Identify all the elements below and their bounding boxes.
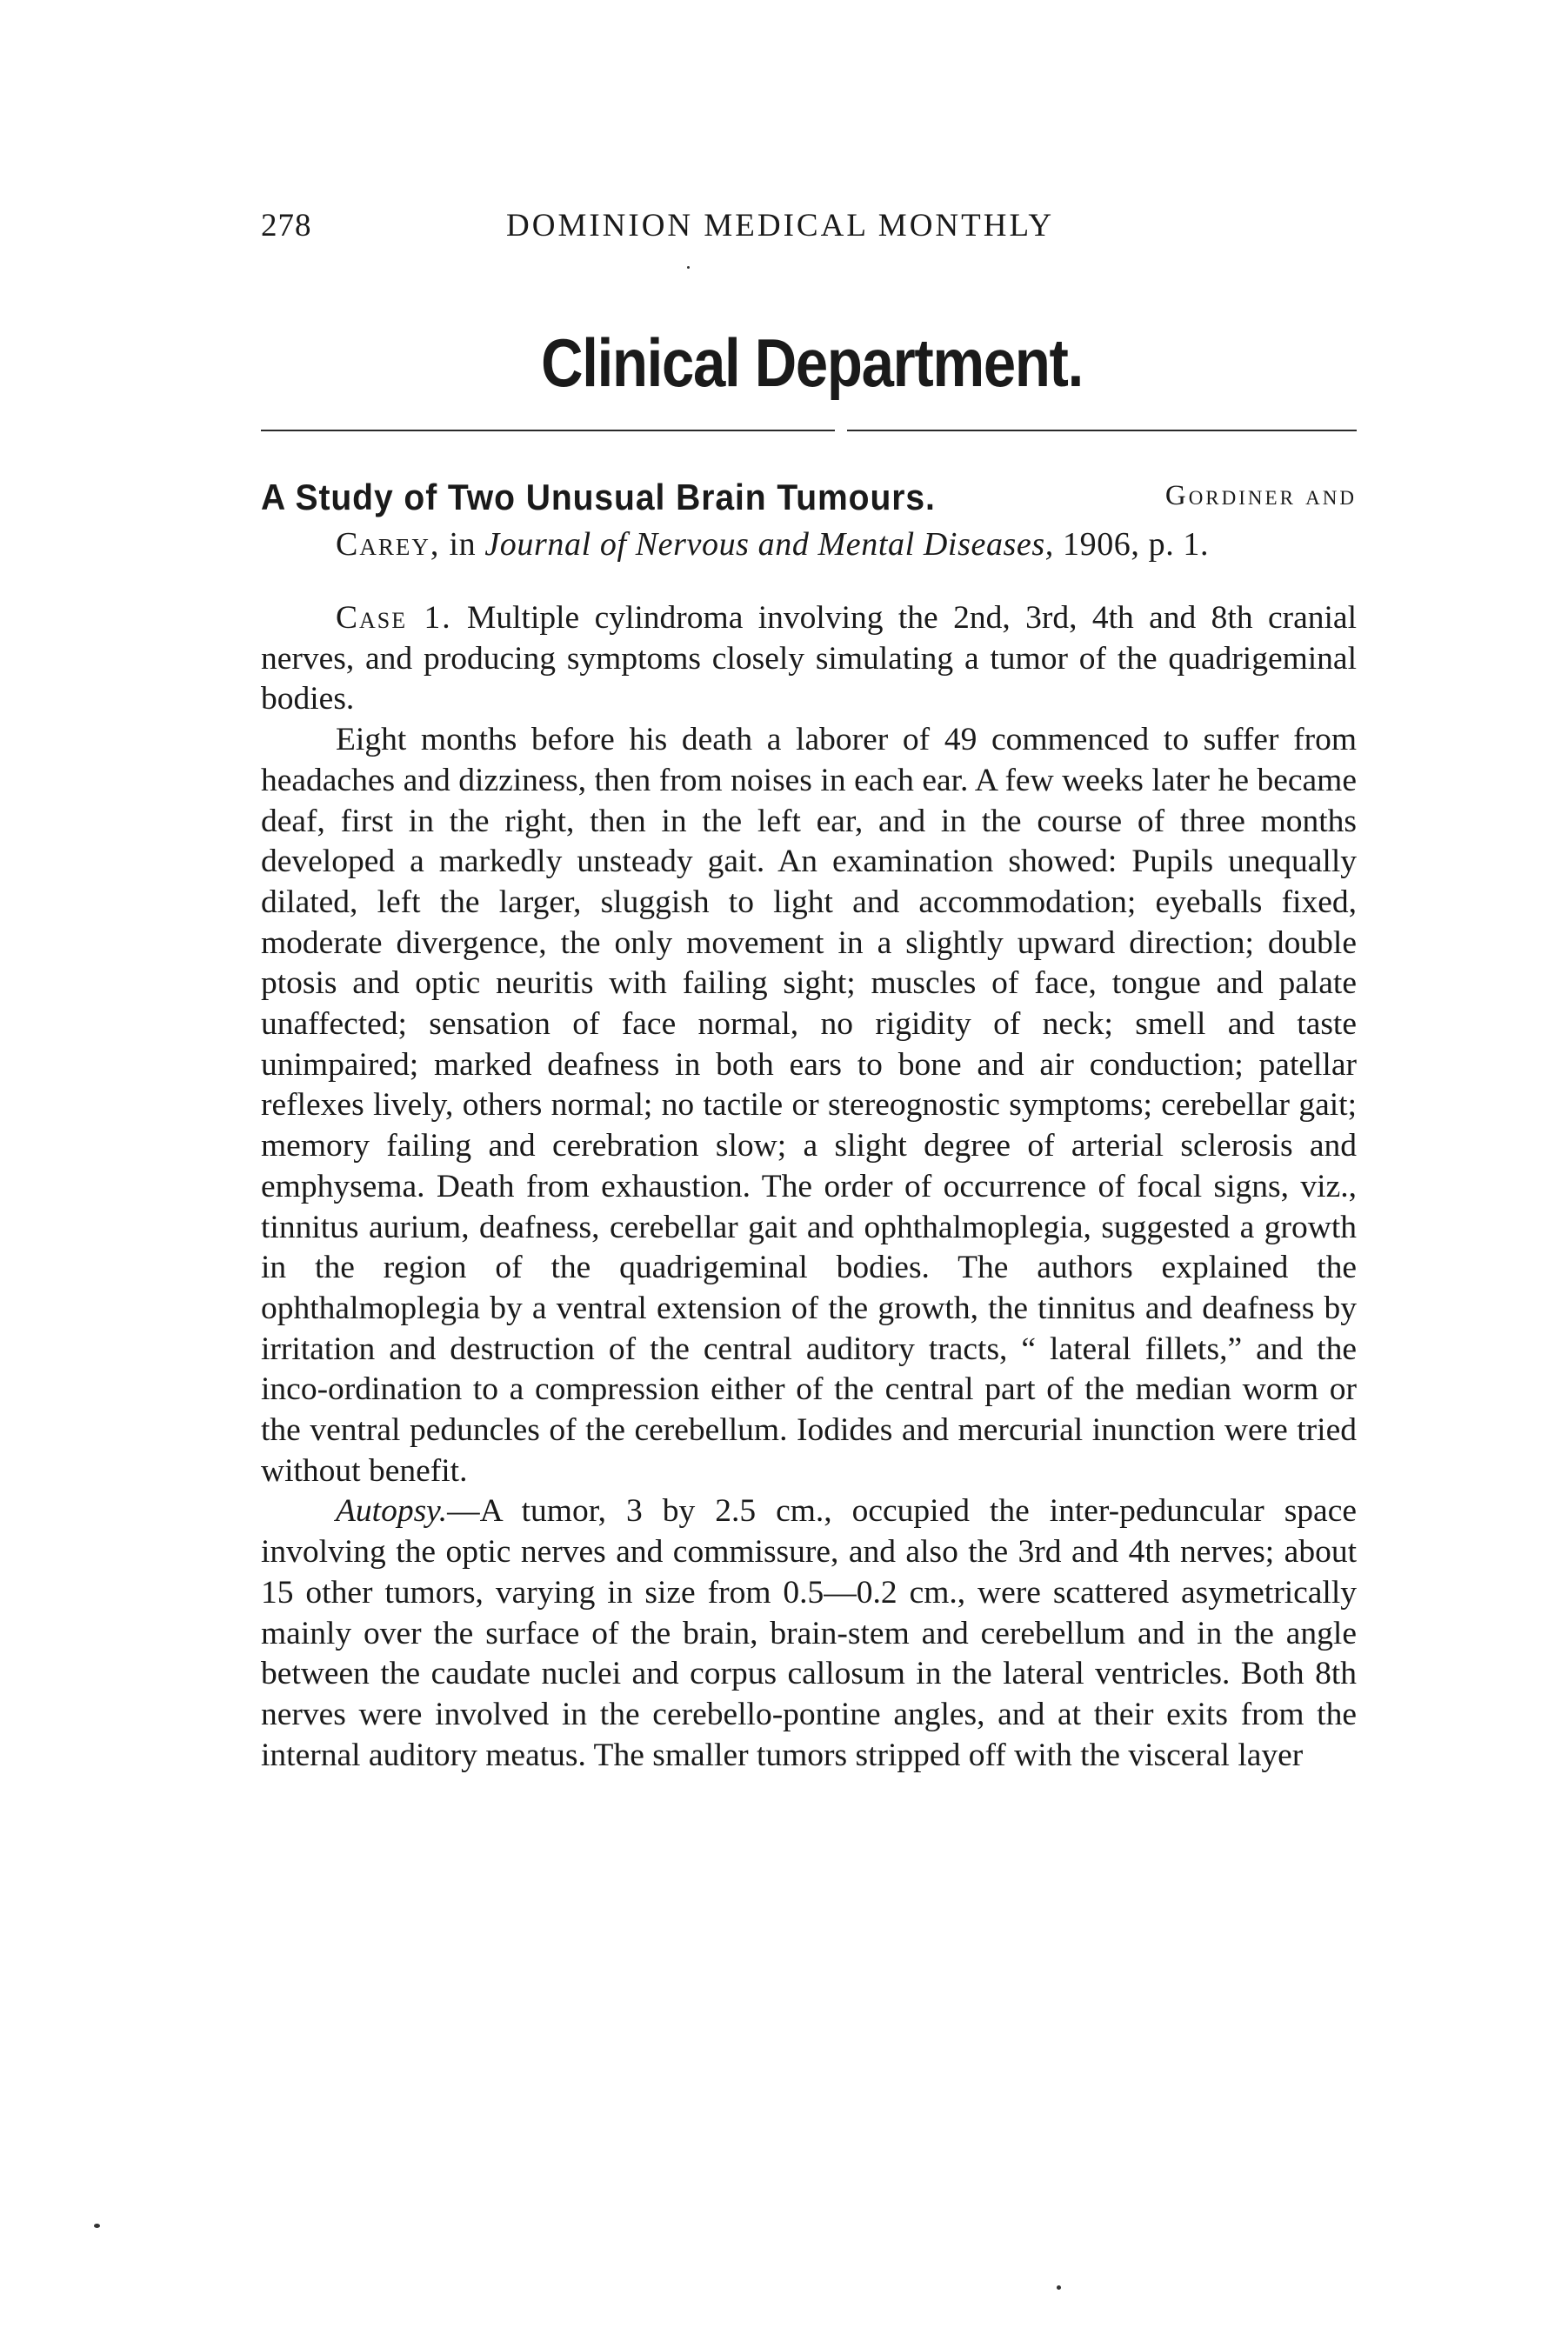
citation-details: 1906, p. 1. <box>1053 526 1210 563</box>
divider-gap <box>835 430 847 431</box>
article-title: A Study of Two Unusual Brain Tumours. <box>261 477 936 517</box>
article-authors: Gordiner and <box>1164 480 1357 511</box>
scan-speck <box>1057 2285 1061 2290</box>
case-paragraph <box>261 598 1357 720</box>
page-number: 278 <box>261 208 312 243</box>
article-header <box>261 477 1357 564</box>
article-body <box>261 598 1357 1776</box>
scan-speck <box>687 266 690 269</box>
section-divider <box>261 430 1357 431</box>
article-title-line <box>261 477 1357 522</box>
autopsy-text: —A tumor, 3 by 2.5 cm., occupied the inter-peduncular space involving the optic nerves and commissure, and also the 3rd and 4th nerves; about 15 other tumors, varying in size from 0.5—0.2 cm., were scattered asymetrically mainly over the surface of the brain, brain-stem and cerebellum and in the angle between the caudate nuclei and corpus callosum in the lateral ventricles. Both 8th nerves were involved in the cerebello-pontine angles, and at their exits from the internal auditory meatus. The smaller tumors stripped off with the visceral layer <box>261 1493 1357 1773</box>
history-paragraph: Eight months before his death a laborer of 49 commenced to suffer from headaches and dizziness, then from noises in each ear. A few weeks later he became deaf, first in the right, then in the left ear, and in the course of three months developed a markedly unsteady gait. An examination showed: Pupils unequally dilated, left the larger, sluggish to light and accommodation; eyeballs fixed, moderate divergence, the only movement in a slightly upward direction; double ptosis and optic neuritis with failing sight; muscles of face, tongue and palate unaffected; sensation of face normal, no rigidity of neck; smell and taste unimpaired; marked deafness in both ears to bone and air conduction; patellar reflexes lively, others normal; no tactile or stereognostic symptoms; cerebellar gait; memory failing and cerebration slow; a slight degree of arterial sclerosis and emphysema. Death from exhaustion. The order of occurrence of focal signs, viz., tinnitus aurium, deafness, cerebellar gait and ophthalmoplegia, suggested a growth in the region of the quadrigeminal bodies. The authors explained the ophthalmoplegia by a ventral extension of the growth, the tinnitus and deafness by irritation and destruction of the central auditory tracts, “ lateral fillets,” and the inco-ordination to a compression either of the central part of the median worm or the ventral peduncles of the cerebellum. Iodides and mercurial inunction were tried without benefit. <box>261 722 1357 1489</box>
citation-journal: Journal of Nervous and Mental Diseases, <box>484 526 1054 563</box>
section-title: Clinical Department. <box>541 324 1083 401</box>
autopsy-label: Autopsy. <box>336 1493 448 1530</box>
journal-title: DOMINION MEDICAL MONTHLY <box>506 208 1055 243</box>
autopsy-paragraph <box>261 1491 1357 1776</box>
article-citation <box>261 525 1357 564</box>
running-head <box>261 207 1357 250</box>
scan-speck <box>94 2224 100 2228</box>
citation-author: Carey, <box>336 526 441 563</box>
case-description: Multiple cylindroma involving the 2nd, 3rd, 4th and 8th cranial nerves, and producing symptoms closely simulating a tumor of the quadrigeminal bodies. <box>261 600 1357 717</box>
case-label: Case 1. <box>336 600 452 636</box>
citation-in: in <box>440 526 485 563</box>
